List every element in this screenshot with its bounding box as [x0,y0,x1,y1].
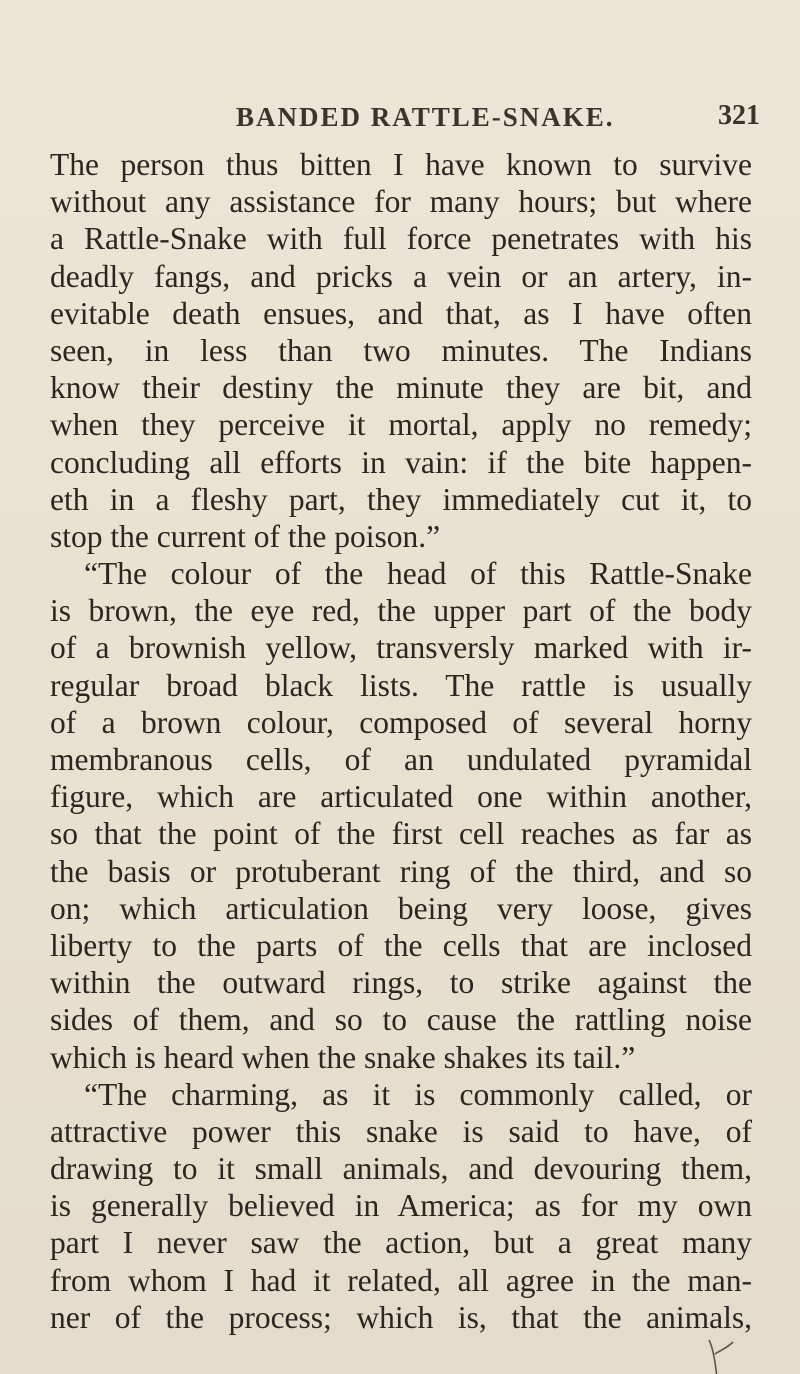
running-head: BANDED RATTLE-SNAKE. [236,102,615,132]
text-line: liberty to the parts of the cells that are inclosed [50,927,752,963]
text-line: sides of them, and so to cause the rattling noise [50,1002,752,1038]
text-line: is generally believed in America; as for my own [50,1188,752,1224]
page-header [0,98,800,138]
text-line: “The colour of the head of this Rattle-Snake [84,556,752,592]
text-line: without any assistance for many hours; but where [50,184,752,220]
text-line: is brown, the eye red, the upper part of the body [50,593,752,629]
text-line: evitable death ensues, and that, as I have often [50,295,752,331]
text-line: attractive power this snake is said to have, of [50,1113,752,1149]
body-text [50,146,752,1336]
text-line: The person thus bitten I have known to survive [50,147,752,182]
text-line: know their destiny the minute they are bit, and [50,370,752,406]
text-line: “The charming, as it is commonly called, or [84,1076,752,1112]
text-line: regular broad black lists. The rattle is usually [50,667,752,703]
text-line: from whom I had it related, all agree in the man- [50,1262,752,1298]
text-line: of a brown colour, composed of several horny [50,704,752,740]
text-line: concluding all efforts in vain: if the bite happen- [50,444,752,480]
text-line: which is heard when the snake shakes its tail.” [50,1039,636,1075]
text-line: the basis or protuberant ring of the third, and so [50,853,752,889]
margin-ink-mark [705,1320,735,1374]
text-line: ner of the process; which is, that the animals, [50,1299,752,1335]
text-line: a Rattle-Snake with full force penetrates with his [50,221,752,257]
text-line: so that the point of the first cell reaches as far as [50,816,752,852]
text-line: within the outward rings, to strike against the [50,965,752,1001]
text-line: part I never saw the action, but a great many [50,1225,752,1261]
text-line: eth in a fleshy part, they immediately cut it, to [50,481,752,517]
page-number: 321 [718,100,760,131]
text-line: on; which articulation being very loose, gives [50,890,752,926]
text-line: drawing to it small animals, and devouring them, [50,1151,752,1187]
text-line: of a brownish yellow, transversly marked with ir- [50,630,752,666]
text-line: stop the current of the poison.” [50,518,441,554]
text-line: when they perceive it mortal, apply no remedy; [50,407,752,443]
text-line: membranous cells, of an undulated pyramidal [50,742,752,777]
text-line: deadly fangs, and pricks a vein or an artery, in- [50,258,752,294]
text-line: seen, in less than two minutes. The Indians [50,332,752,368]
text-line: figure, which are articulated one within another, [50,779,752,815]
